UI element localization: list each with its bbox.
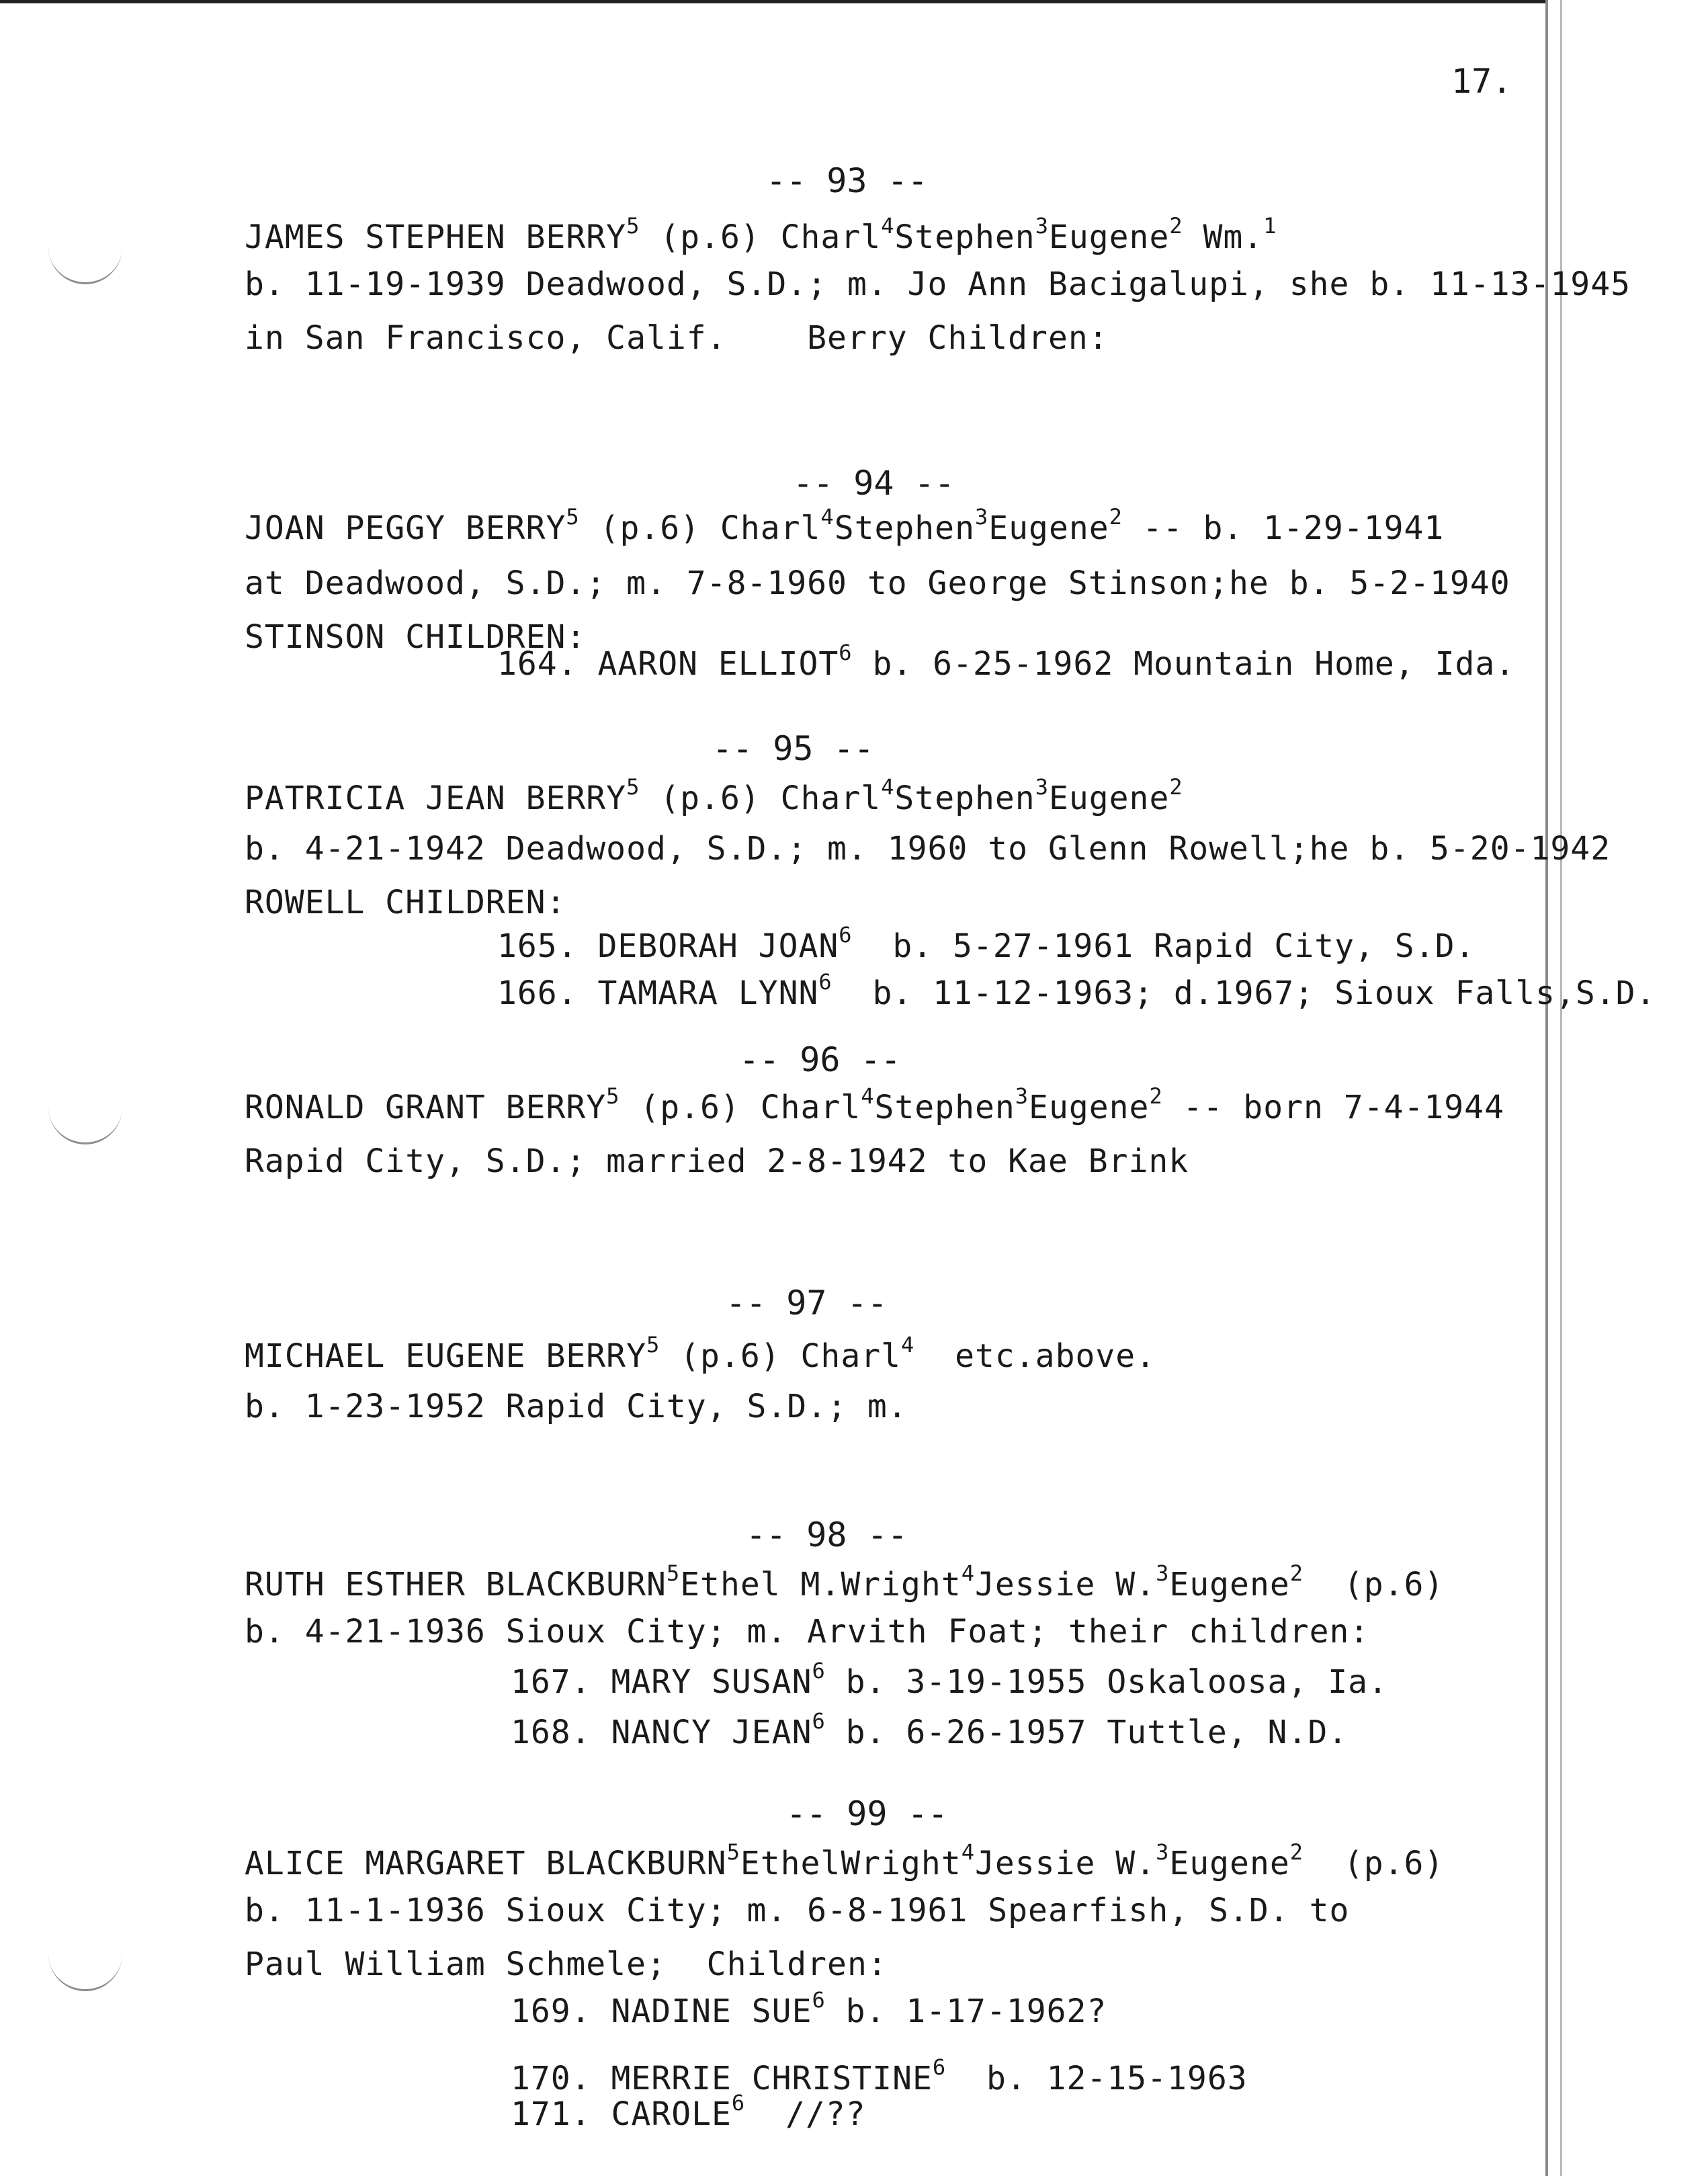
generation-superscript: 4	[820, 504, 835, 530]
generation-superscript: 5	[626, 774, 640, 800]
text-run: 166. TAMARA LYNN	[497, 974, 819, 1012]
text-run: b. 5-27-1961 Rapid City, S.D.	[852, 927, 1476, 965]
generation-superscript: 1	[1263, 213, 1277, 239]
entry-number-98: -- 98 --	[746, 1515, 908, 1554]
text-run: b. 4-21-1942 Deadwood, S.D.; m. 1960 to Glenn Rowell;he b. 5-20-1942	[245, 830, 1611, 868]
text-run: ALICE MARGARET BLACKBURN	[245, 1845, 727, 1882]
generation-superscript: 6	[812, 1987, 826, 2013]
text-run: in San Francisco, Calif. Berry Children:	[245, 319, 1109, 357]
entry-99-line	[245, 1839, 1445, 1882]
text-run: RONALD GRANT BERRY	[245, 1089, 607, 1126]
text-run: Eugene	[1029, 1089, 1150, 1126]
text-run: Stephen	[894, 780, 1035, 817]
child-entry-168	[511, 1708, 1349, 1751]
text-run: 164. AARON ELLIOT	[497, 645, 839, 683]
entry-93-line	[245, 319, 1109, 357]
binder-hole-mark	[48, 1949, 122, 1991]
text-run: MICHAEL EUGENE BERRY	[245, 1337, 646, 1375]
entry-number-96: -- 96 --	[739, 1040, 901, 1079]
entry-93-line	[245, 265, 1631, 303]
text-run: (p.6)	[1304, 1566, 1445, 1603]
text-run: b. 1-23-1952 Rapid City, S.D.; m.	[245, 1388, 908, 1425]
generation-superscript: 2	[1109, 504, 1123, 530]
generation-superscript: 3	[1156, 1839, 1170, 1865]
text-run: Paul William Schmele; Children:	[245, 1945, 888, 1983]
text-run: JOAN PEGGY BERRY	[245, 509, 566, 547]
generation-superscript: 5	[606, 1083, 620, 1109]
text-run: b. 11-19-1939 Deadwood, S.D.; m. Jo Ann Bacigalupi, she b. 11-13-1945	[245, 265, 1631, 303]
text-run: b. 1-17-1962?	[825, 1993, 1107, 2030]
page-edge-rule-inner	[1560, 0, 1562, 2176]
generation-superscript: 2	[1169, 213, 1183, 239]
generation-superscript: 3	[1035, 213, 1049, 239]
text-run: Eugene	[1169, 1566, 1290, 1603]
text-run: 171. CAROLE	[511, 2095, 732, 2133]
entry-96-line	[245, 1142, 1189, 1180]
entry-97-line	[245, 1332, 1156, 1375]
entry-number-93: -- 93 --	[766, 161, 928, 200]
text-run: b. 11-12-1963; d.1967; Sioux Falls,S.D.	[832, 974, 1656, 1012]
text-run: PATRICIA JEAN BERRY	[245, 780, 627, 817]
generation-superscript: 6	[812, 1658, 826, 1683]
generation-superscript: 4	[961, 1839, 975, 1865]
text-run: Jessie W.	[974, 1845, 1156, 1882]
child-entry-170	[511, 2054, 1248, 2097]
generation-superscript: 4	[861, 1083, 875, 1109]
text-run: Eugene	[988, 509, 1109, 547]
generation-superscript: 2	[1289, 1560, 1304, 1586]
text-run: EthelWright	[740, 1845, 962, 1882]
generation-superscript: 4	[901, 1332, 915, 1357]
text-run: Stephen	[874, 1089, 1015, 1126]
text-run: Ethel M.Wright	[680, 1566, 962, 1603]
generation-superscript: 4	[881, 774, 895, 800]
page-number: 17.	[1451, 62, 1512, 101]
text-run: Stephen	[894, 218, 1035, 256]
text-run: -- born 7-4-1944	[1162, 1089, 1504, 1126]
entry-96-line	[245, 1083, 1504, 1126]
text-run: Rapid City, S.D.; married 2-8-1942 to Kae Brink	[245, 1142, 1189, 1180]
generation-superscript: 3	[1156, 1560, 1170, 1586]
child-entry-169	[511, 1987, 1107, 2030]
entry-number-99: -- 99 --	[786, 1794, 948, 1833]
generation-superscript: 6	[932, 2054, 947, 2080]
generation-superscript: 6	[839, 922, 853, 948]
text-run: STINSON CHILDREN:	[245, 618, 587, 656]
generation-superscript: 5	[626, 213, 640, 239]
generation-superscript: 3	[1035, 774, 1049, 800]
text-run: JAMES STEPHEN BERRY	[245, 218, 627, 256]
text-run: (p.6) Charl	[660, 1337, 902, 1375]
text-run: RUTH ESTHER BLACKBURN	[245, 1566, 667, 1603]
text-run: b. 4-21-1936 Sioux City; m. Arvith Foat; their children:	[245, 1613, 1370, 1650]
text-run: 169. NADINE SUE	[511, 1993, 812, 2030]
binder-hole-mark	[48, 242, 122, 284]
generation-superscript: 2	[1149, 1083, 1163, 1109]
generation-superscript: 2	[1169, 774, 1183, 800]
generation-superscript: 6	[818, 969, 832, 995]
entry-94-line	[245, 564, 1510, 602]
text-run: 165. DEBORAH JOAN	[497, 927, 839, 965]
text-run: Eugene	[1169, 1845, 1290, 1882]
child-entry-166	[497, 969, 1656, 1012]
text-run: Eugene	[1048, 780, 1170, 817]
child-entry-165	[497, 922, 1476, 965]
entry-99-line	[245, 1892, 1349, 1929]
text-run: b. 11-1-1936 Sioux City; m. 6-8-1961 Spearfish, S.D. to	[245, 1892, 1350, 1929]
entry-94-line	[245, 504, 1445, 547]
entry-number-95: -- 95 --	[712, 729, 874, 768]
text-run: Jessie W.	[974, 1566, 1156, 1603]
generation-superscript: 6	[731, 2090, 746, 2116]
generation-superscript: 5	[566, 504, 580, 530]
text-run: etc.above.	[914, 1337, 1156, 1375]
entry-95-line	[245, 830, 1611, 868]
text-run: b. 12-15-1963	[946, 2060, 1248, 2097]
text-run: 170. MERRIE CHRISTINE	[511, 2060, 933, 2097]
entry-98-line	[245, 1560, 1445, 1603]
generation-superscript: 5	[726, 1839, 740, 1865]
text-run: (p.6) Charl	[640, 780, 882, 817]
text-run: //??	[745, 2095, 866, 2133]
entry-95-line	[245, 774, 1183, 817]
child-entry-167	[511, 1658, 1388, 1701]
entry-number-97: -- 97 --	[726, 1284, 888, 1323]
text-run: (p.6) Charl	[579, 509, 821, 547]
text-run: at Deadwood, S.D.; m. 7-8-1960 to George Stinson;he b. 5-2-1940	[245, 564, 1510, 602]
text-run: b. 6-26-1957 Tuttle, N.D.	[825, 1714, 1349, 1751]
entry-97-line	[245, 1388, 908, 1425]
text-run: b. 3-19-1955 Oskaloosa, Ia.	[825, 1663, 1388, 1701]
child-entry-164	[497, 640, 1516, 683]
generation-superscript: 2	[1289, 1839, 1304, 1865]
child-entry-171	[511, 2090, 866, 2133]
generation-superscript: 4	[881, 213, 895, 239]
entry-95-line	[245, 884, 566, 921]
text-run: (p.6)	[1304, 1845, 1445, 1882]
text-run: Eugene	[1048, 218, 1170, 256]
text-run: -- b. 1-29-1941	[1122, 509, 1445, 547]
text-run: ROWELL CHILDREN:	[245, 884, 566, 921]
generation-superscript: 3	[1015, 1083, 1029, 1109]
text-run: (p.6) Charl	[640, 218, 882, 256]
page-top-rule	[0, 0, 1545, 3]
generation-superscript: 5	[666, 1560, 681, 1586]
entry-number-94: -- 94 --	[793, 464, 955, 503]
binder-hole-mark	[48, 1102, 122, 1144]
generation-superscript: 4	[961, 1560, 975, 1586]
page-edge-rule	[1545, 0, 1548, 2176]
text-run: b. 6-25-1962 Mountain Home, Ida.	[852, 645, 1516, 683]
generation-superscript: 6	[839, 640, 853, 665]
generation-superscript: 6	[812, 1708, 826, 1734]
entry-98-line	[245, 1613, 1369, 1650]
generation-superscript: 5	[646, 1332, 660, 1357]
entry-99-line	[245, 1945, 888, 1983]
generation-superscript: 3	[974, 504, 989, 530]
entry-93-line	[245, 213, 1277, 256]
text-run: Wm.	[1183, 218, 1264, 256]
text-run: (p.6) Charl	[620, 1089, 861, 1126]
text-run: 167. MARY SUSAN	[511, 1663, 812, 1701]
text-run: Stephen	[834, 509, 975, 547]
text-run: 168. NANCY JEAN	[511, 1714, 812, 1751]
